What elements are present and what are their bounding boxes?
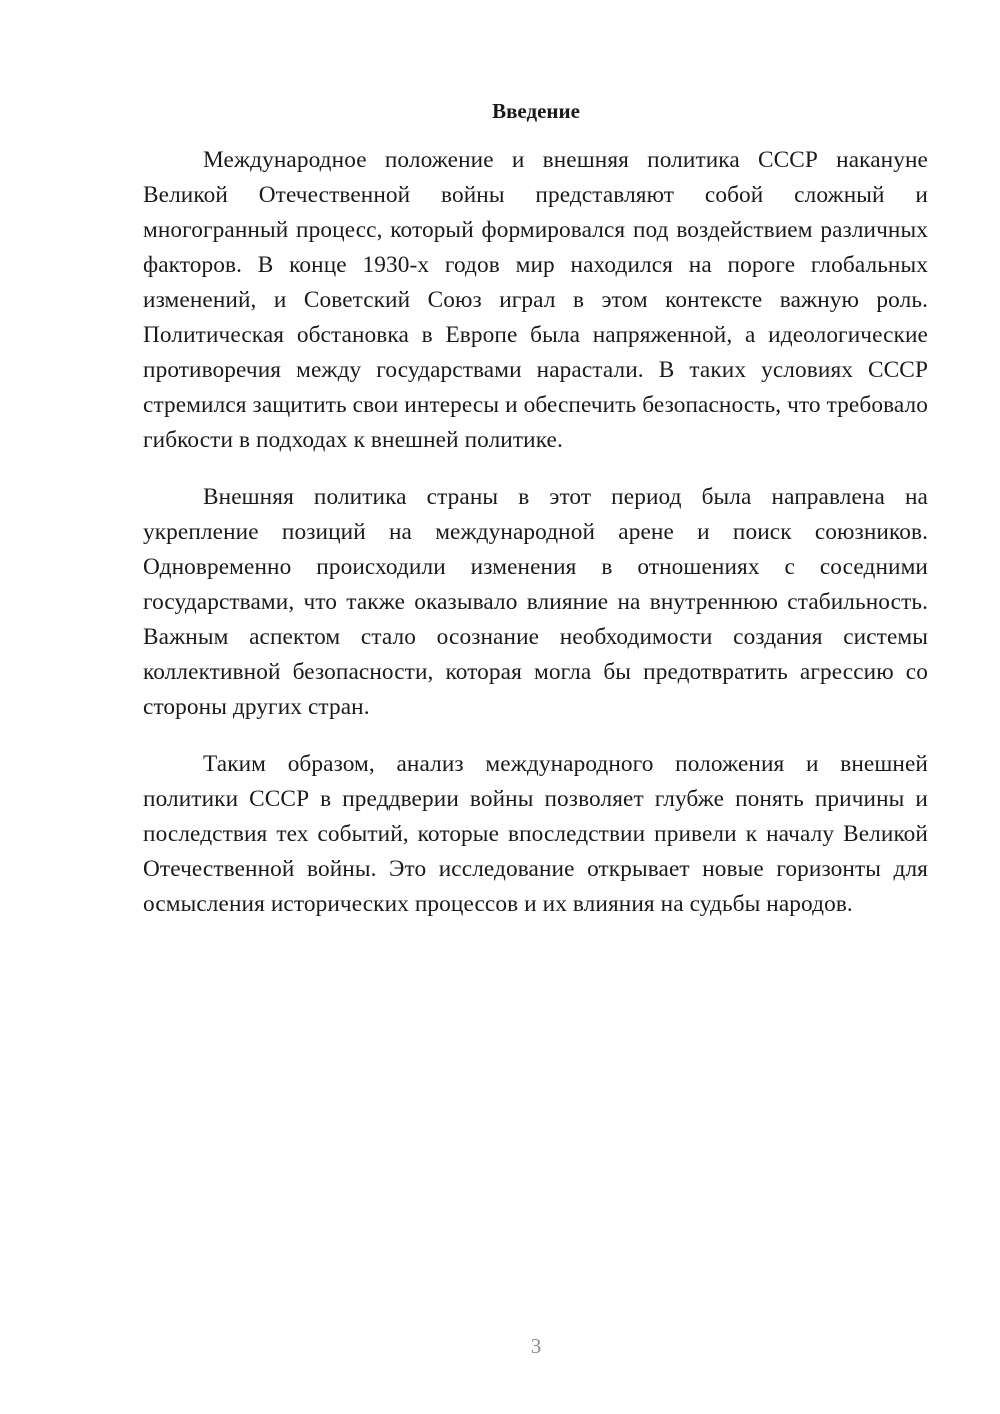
paragraph-1: Международное положение и внешняя политика СССР накануне Великой Отечественной войны представляют собой сложный и многогранный процесс, который формировался под воздействием различных факторов. В конце 1930-х годов мир находился на пороге глобальных изменений, и Советский Союз играл в этом контексте важную роль. Политическая обстановка в Европе была напряженной, а идеологические противоречия между государствами нарастали. В таких условиях СССР стремился защитить свои интересы и обеспечить безопасность, что требовало гибкости в подходах к внешней политике.	[143, 147, 928, 453]
section-heading: Введение	[492, 99, 580, 123]
page-number: 3	[530, 1334, 542, 1358]
paragraph-3: Таким образом, анализ международного положения и внешней политики СССР в преддверии войны позволяет глубже понять причины и последствия тех событий, которые впоследствии привели к началу Великой Отечественной войны. Это исследование открывает новые горизонты для осмысления исторических процессов и их влияния на судьбы народов.	[143, 751, 928, 917]
paragraph-2: Внешняя политика страны в этот период была направлена на укрепление позиций на международной арене и поиск союзников. Одновременно происходили изменения в отношениях с соседними государствами, что также оказывало влияние на внутреннюю стабильность. Важным аспектом стало осознание необходимости создания системы коллективной безопасности, которая могла бы предотвратить агрессию со стороны других стран.	[143, 484, 928, 720]
body-text	[143, 143, 928, 944]
